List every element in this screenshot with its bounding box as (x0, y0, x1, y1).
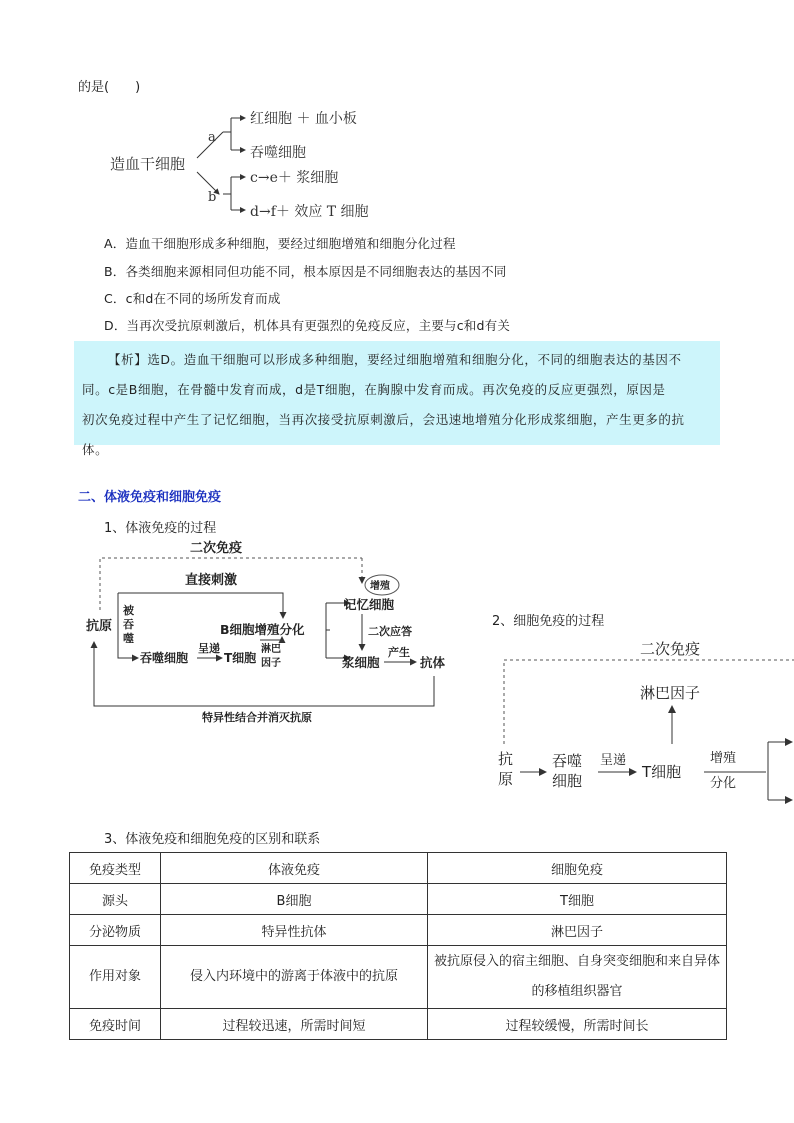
hematopoietic-diagram (105, 100, 425, 230)
table-header: 细胞免疫 (428, 853, 727, 884)
option-a: A．造血干细胞形成多种细胞，要经过细胞增殖和细胞分化过程 (104, 236, 456, 251)
table-cell: 作用对象 (70, 946, 161, 1009)
table-cell: 分泌物质 (70, 915, 161, 946)
specific-binding-label: 特异性结合并消灭抗原 (202, 711, 312, 724)
a-output-1: 红细胞 ＋ 血小板 (250, 111, 357, 127)
plasma-cell-label: 浆细胞 (342, 655, 380, 670)
subsection-comparison: 3、体液免疫和细胞免疫的区别和联系 (104, 832, 321, 847)
analysis-box (74, 341, 720, 457)
cellular-immunity-diagram (490, 634, 794, 804)
table-header-row (70, 853, 727, 884)
cellular-t-cell-label: T细胞 (642, 763, 682, 781)
a-output-2: 吞噬细胞 (250, 145, 306, 161)
table-cell: 免疫时间 (70, 1009, 161, 1040)
table-cell: 过程较迅速，所需时间短 (161, 1009, 428, 1040)
cellular-phagocyte-line-1: 吞噬 (552, 752, 583, 770)
analysis-line-4: 体。 (82, 442, 109, 457)
cellular-antigen-char-2: 原 (498, 770, 514, 788)
table-cell: 源头 (70, 884, 161, 915)
lymphokine-line-2: 因子 (261, 658, 281, 669)
option-b: B．各类细胞来源相同但功能不同，根本原因是不同细胞表达的基因不同 (104, 264, 507, 279)
table-cell: B细胞 (161, 884, 428, 915)
analysis-line-1: 【析】选D。造血干细胞可以形成多种细胞，要经过细胞增殖和细胞分化，不同的细胞表达的基因不 (108, 352, 682, 367)
option-c: C．c和d在不同的场所发育而成 (104, 291, 281, 306)
direct-stimulation-label: 直接刺激 (185, 573, 238, 588)
table-cell: T细胞 (428, 884, 727, 915)
table-row (70, 884, 727, 915)
table-row (70, 915, 727, 946)
table-header: 免疫类型 (70, 853, 161, 884)
t-cell-label: T细胞 (224, 651, 257, 665)
cellular-proliferate-label: 增殖 (710, 751, 737, 766)
engulfed-char-3: 噬 (123, 632, 134, 645)
antibody-label: 抗体 (420, 655, 446, 670)
section-title: 二、体液免疫和细胞免疫 (78, 490, 222, 505)
memory-cell-label: 记忆细胞 (344, 597, 395, 612)
table-row (70, 946, 727, 1009)
option-d: D．当再次受抗原刺激后，机体具有更强烈的免疫反应，主要与c和d有关 (104, 318, 511, 333)
analysis-line-3: 初次免疫过程中产生了记忆细胞，当再次接受抗原刺激后，会迅速地增殖分化形成浆细胞，产生更多的抗 (82, 412, 685, 427)
table-cell: 侵入内环境中的游离于体液中的抗原 (161, 946, 428, 1009)
phagocyte-label: 吞噬细胞 (140, 651, 189, 665)
present-label: 呈递 (198, 642, 220, 655)
table-header: 体液免疫 (161, 853, 428, 884)
cellular-lymphokine-label: 淋巴因子 (640, 684, 701, 702)
question-intro: 的是( ) (78, 80, 141, 95)
b-output-1: c→e＋ 浆细胞 (250, 170, 339, 186)
table-cell: 被抗原侵入的宿主细胞、自身突变细胞和来自异体的移植组织器官 (428, 946, 727, 1009)
cellular-differentiate-label: 分化 (710, 776, 737, 791)
second-response-label: 二次应答 (368, 625, 412, 638)
analysis-line-2: 同。c是B细胞，在骨髓中发育而成，d是T细胞，在胸腺中发育而成。再次免疫的反应更强烈，原因是 (82, 382, 666, 397)
comparison-table (69, 852, 727, 1040)
cellular-antigen-char-1: 抗 (498, 750, 514, 768)
humoral-immunity-diagram (80, 540, 480, 730)
branch-b-label: b (208, 190, 217, 205)
engulfed-char-2: 吞 (123, 618, 134, 631)
cellular-phagocyte-line-2: 细胞 (552, 772, 583, 790)
subsection-humoral: 1、体液免疫的过程 (104, 521, 217, 536)
table-cell: 过程较缓慢，所需时间长 (428, 1009, 727, 1040)
table-cell: 特异性抗体 (161, 915, 428, 946)
engulfed-char-1: 被 (123, 604, 134, 617)
diagram-root: 造血干细胞 (110, 155, 186, 173)
produce-label: 产生 (388, 646, 410, 659)
table-row (70, 1009, 727, 1040)
cellular-present-label: 呈递 (600, 753, 627, 768)
antigen-label: 抗原 (86, 619, 113, 634)
subsection-cellular: 2、细胞免疫的过程 (492, 614, 605, 629)
table-cell: 淋巴因子 (428, 915, 727, 946)
analysis-tag: 【析】 (108, 352, 148, 367)
cellular-secondary-label: 二次免疫 (640, 640, 701, 658)
branch-a-label: a (208, 130, 216, 145)
lymphokine-line-1: 淋巴 (261, 644, 281, 655)
proliferate-label: 增殖 (370, 581, 390, 592)
b-output-2: d→f＋ 效应 T 细胞 (250, 204, 369, 220)
b-cell-proliferation-label: B细胞增殖分化 (220, 622, 305, 637)
secondary-immunity-label: 二次免疫 (190, 541, 243, 556)
